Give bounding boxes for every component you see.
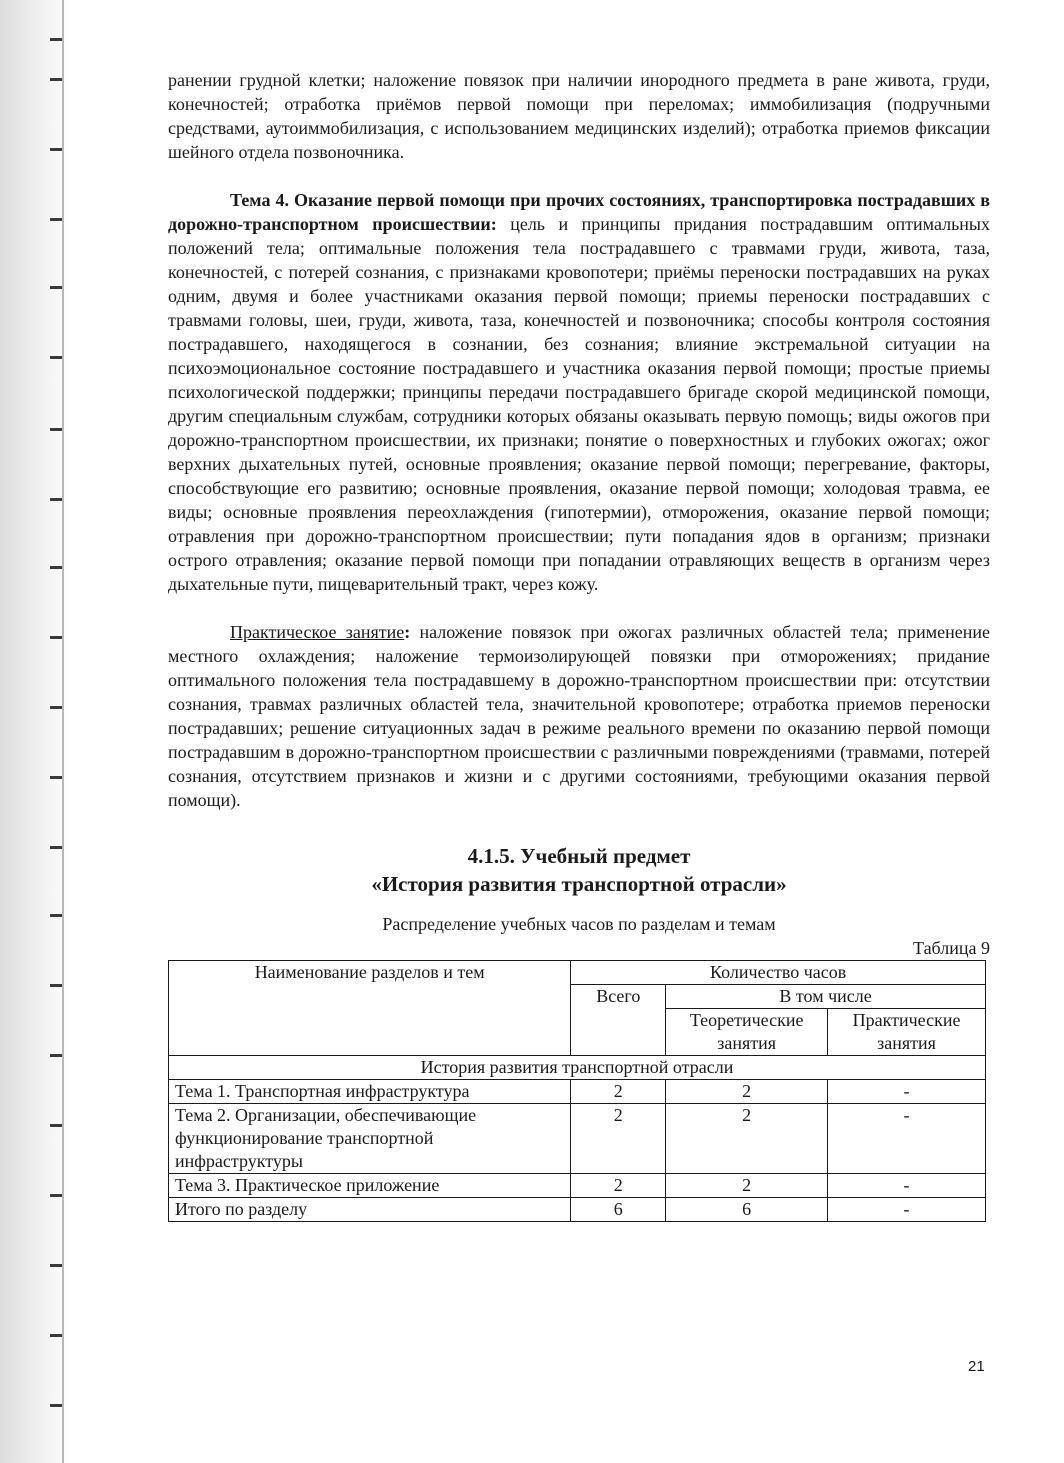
binding-ring — [50, 846, 62, 849]
row-practice: - — [828, 1080, 986, 1104]
spiral-binding — [0, 0, 70, 1463]
binding-ring — [50, 636, 62, 639]
header-theory: Теоретические занятия — [666, 1009, 828, 1056]
binding-ring — [50, 428, 62, 431]
row-theory: 6 — [666, 1198, 828, 1222]
table-section-row — [169, 1056, 986, 1080]
table-row — [169, 1174, 986, 1198]
row-name: Тема 3. Практическое приложение — [169, 1174, 571, 1198]
binding-ring — [50, 78, 62, 81]
row-theory: 2 — [666, 1174, 828, 1198]
header-hours: Количество часов — [571, 961, 986, 985]
page-number: 21 — [968, 1358, 985, 1375]
paragraph-gap — [168, 596, 990, 620]
row-theory: 2 — [666, 1080, 828, 1104]
table-row — [169, 1080, 986, 1104]
header-total: Всего — [571, 985, 666, 1056]
row-total: 2 — [571, 1174, 666, 1198]
binding-ring — [50, 1124, 62, 1127]
paragraph-topic-4 — [168, 188, 990, 596]
section-gap — [168, 812, 990, 842]
row-practice: - — [828, 1104, 986, 1174]
table-caption: Распределение учебных часов по разделам и темам — [382, 914, 776, 934]
binding-ring — [50, 286, 62, 289]
paragraph-first-aid-practice-end: ранении грудной клетки; наложение повязок при наличии инородного предмета в ране живота, груди, конечностей; отработка приёмов первой помощи при переломах; иммобилизация (подручными средствами, аутоиммобилизация, с использованием медицинских изделий); отработка приемов фиксации шейного отдела позвоночника. — [168, 70, 990, 162]
document-page — [168, 68, 990, 1222]
binding-ring — [50, 1404, 62, 1407]
binding-ring — [50, 914, 62, 917]
topic-4-body: цель и принципы придания пострадавшим оптимальных положений тела; оптимальные положения тела пострадавшего с травмами груди, живота, таза, конечностей, с потерей сознания, с признаками кровопотери; приёмы переноски пострадавших на руках одним, двумя и более участниками оказания первой помощи; приемы переноски пострадавших с травмами головы, шеи, груди, живота, таза, конечностей и позвоночника; способы контроля состояния пострадавшего, находящегося в сознании, без сознания; влияние экстремальной ситуации на психоэмоциональное состояние пострадавшего и участника оказания первой помощи; простые приемы психологической поддержки; принципы передачи пострадавшего бригаде скорой медицинской помощи, другим специальным службам, сотрудники которых обязаны оказывать первую помощь; виды ожогов при дорожно-транспортном происшествии, их признаки; понятие о поверхностных и глубоких ожогах; ожог верхних дыхательных путей, основные проявления; оказание первой помощи; перегревание, факторы, способствующие его развитию; основные проявления, оказание первой помощи; холодовая травма, ее виды; основные проявления переохлаждения (гипотермии), отморожения, оказание первой помощи; отравления при дорожно-транспортном происшествии; пути попадания ядов в организм; признаки острого отравления; оказание первой помощи при попадании отравляющих веществ в организм через дыхательные пути, пищеварительный тракт, через кожу. — [168, 214, 991, 594]
table-header-row — [169, 961, 986, 985]
binding-ring — [50, 1264, 62, 1267]
row-name: Тема 1. Транспортная инфраструктура — [169, 1080, 571, 1104]
row-practice: - — [828, 1174, 986, 1198]
table-row — [169, 1104, 986, 1174]
header-including: В том числе — [666, 985, 986, 1009]
section-subject-title: «История развития транспортной отрасли» — [371, 872, 787, 896]
binding-ring — [50, 1334, 62, 1337]
binding-ring — [50, 498, 62, 501]
section-row-title: История развития транспортной отрасли — [169, 1056, 986, 1080]
binding-ring — [50, 1054, 62, 1057]
binding-ring — [50, 566, 62, 569]
table-total-row — [169, 1198, 986, 1222]
row-practice: - — [828, 1198, 986, 1222]
practice-label: Практическое занятие — [230, 622, 405, 642]
binding-ring — [50, 984, 62, 987]
binding-ring — [50, 1194, 62, 1197]
binding-ring — [50, 706, 62, 709]
row-total: 2 — [571, 1104, 666, 1174]
topic-4-title: Тема 4. Оказание первой помощи при прочих состояниях, транспортировка пострадавших в дорожно-транспортном происшествии: — [168, 190, 990, 234]
row-total: 6 — [571, 1198, 666, 1222]
paragraph-gap — [168, 164, 990, 188]
binding-spine — [62, 0, 64, 1463]
section-number-title: 4.1.5. Учебный предмет — [467, 844, 691, 868]
practice-colon: : — [404, 622, 411, 642]
header-name: Наименование разделов и тем — [169, 961, 571, 1056]
row-theory: 2 — [666, 1104, 828, 1174]
row-name: Итого по разделу — [169, 1198, 571, 1222]
binding-ring — [50, 218, 62, 221]
hours-table — [168, 960, 986, 1222]
binding-ring — [50, 356, 62, 359]
practice-body: наложение повязок при ожогах различных областей тела; применение местного охлаждения; наложение термоизолирующей повязки при отморожениях; придание оптимального положения тела пострадавшему в дорожно-транспортном происшествии при: отсутствии сознания, травмах различных областей тела, значительной кровопотере; отработка приемов переноски пострадавших; решение ситуационных задач в режиме реального времени по оказанию первой помощи пострадавшим в дорожно-транспортном происшествии с различными повреждениями (травмами, потерей сознания, отсутствием признаков и жизни и с другими состояниями, требующими оказания первой помощи). — [168, 622, 990, 810]
header-practice: Практические занятия — [828, 1009, 986, 1056]
row-name: Тема 2. Организации, обеспечивающие функционирование транспортной инфраструктуры — [169, 1104, 571, 1174]
binding-ring — [50, 38, 62, 41]
paragraph-practice — [168, 620, 990, 812]
table-number: Таблица 9 — [913, 938, 990, 958]
binding-ring — [50, 776, 62, 779]
row-total: 2 — [571, 1080, 666, 1104]
binding-ring — [50, 148, 62, 151]
